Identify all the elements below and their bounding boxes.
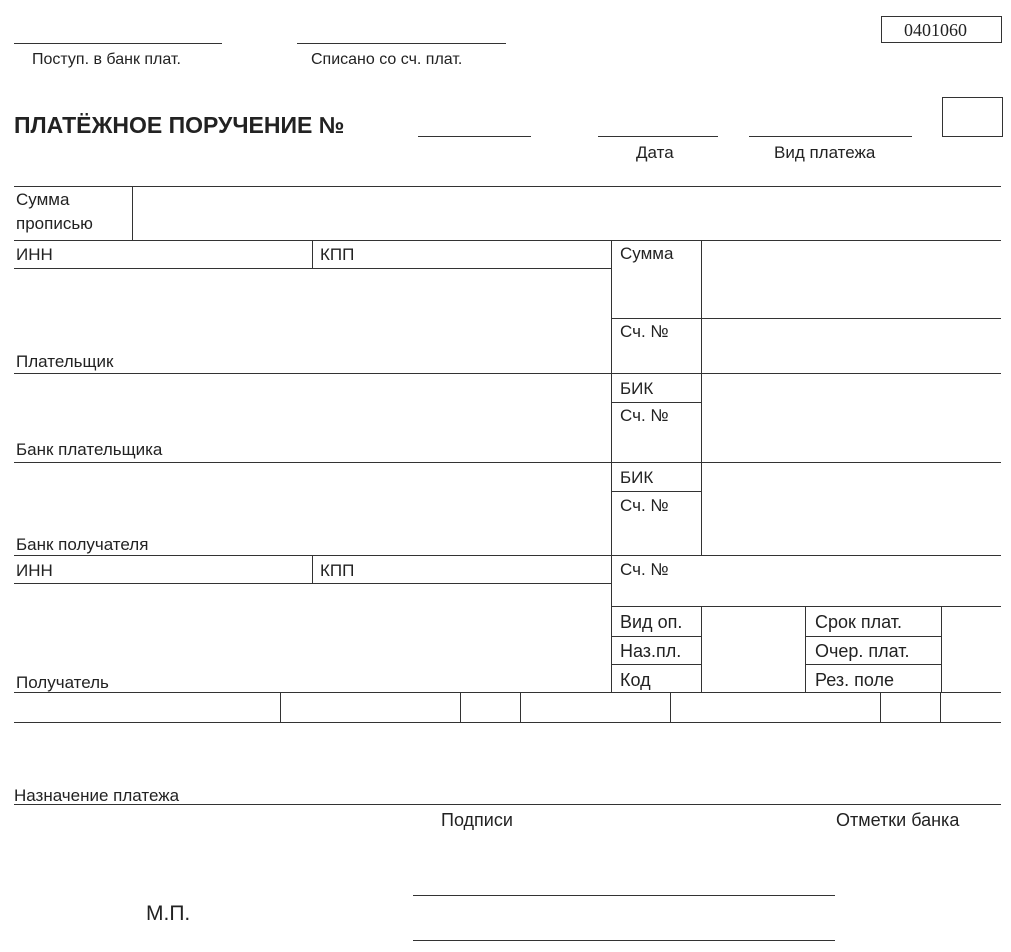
divider: [880, 692, 881, 722]
recipient-inn-field[interactable]: [56, 557, 310, 582]
payer-account-label: Сч. №: [620, 322, 669, 341]
divider: [670, 692, 671, 722]
date-field[interactable]: [598, 136, 718, 137]
page-title: ПЛАТЁЖНОЕ ПОРУЧЕНИЕ №: [14, 112, 345, 138]
divider: [312, 240, 313, 268]
tax-field-2[interactable]: [282, 694, 459, 721]
divider: [14, 692, 1001, 693]
payer-bank-account-label: Сч. №: [620, 406, 669, 425]
divider: [701, 240, 702, 555]
purpose-label: Назначение платежа: [14, 786, 180, 805]
priority-label: Очер. плат.: [815, 641, 910, 661]
recipient-bank-label: Банк получателя: [16, 535, 149, 554]
divider: [14, 804, 1001, 805]
payer-bank-bik-label: БИК: [620, 379, 654, 398]
signature-line-2[interactable]: [413, 940, 835, 941]
received-label: Поступ. в банк плат.: [32, 51, 181, 68]
divider: [14, 583, 611, 584]
amount-words-field[interactable]: [134, 188, 1000, 240]
reserve-field[interactable]: [943, 665, 1000, 691]
divider: [611, 402, 701, 403]
divider: [941, 606, 942, 692]
divider: [611, 318, 1001, 319]
recipient-bank-account-label: Сч. №: [620, 496, 669, 515]
tax-field-3[interactable]: [462, 694, 519, 721]
divider: [14, 722, 1001, 723]
divider: [701, 606, 702, 692]
recipient-bank-account-field[interactable]: [703, 492, 1000, 554]
payment-type-label: Вид платежа: [774, 143, 876, 162]
recipient-kpp-field[interactable]: [362, 557, 610, 582]
divider: [460, 692, 461, 722]
divider: [14, 268, 611, 269]
divider: [805, 664, 941, 665]
reserve-label: Рез. поле: [815, 670, 894, 690]
tax-field-1[interactable]: [14, 694, 279, 721]
due-date-field[interactable]: [943, 608, 1000, 635]
recipient-bank-bik-label: БИК: [620, 468, 654, 487]
amount-words-label-2: прописью: [16, 214, 93, 233]
divider: [611, 240, 612, 692]
recipient-label: Получатель: [16, 673, 109, 692]
divider: [940, 692, 941, 722]
divider: [312, 555, 313, 583]
recipient-bank-bik-field[interactable]: [703, 464, 1000, 490]
divider: [611, 606, 1001, 607]
tax-field-6[interactable]: [882, 694, 939, 721]
divider: [611, 636, 701, 637]
received-date-line[interactable]: [14, 43, 222, 44]
code-label: Код: [620, 670, 651, 690]
payer-bank-bik-field[interactable]: [703, 375, 1000, 401]
order-number-field[interactable]: [418, 136, 531, 137]
payer-bank-name-field[interactable]: [14, 375, 610, 437]
recipient-bank-name-field[interactable]: [14, 464, 610, 532]
divider: [14, 240, 1001, 241]
date-label: Дата: [636, 143, 674, 162]
divider: [611, 491, 701, 492]
op-type-label: Вид оп.: [620, 612, 683, 632]
payer-bank-account-field[interactable]: [703, 403, 1000, 461]
tax-field-4[interactable]: [522, 694, 669, 721]
divider: [280, 692, 281, 722]
divider: [520, 692, 521, 722]
tax-field-5[interactable]: [672, 694, 879, 721]
payer-bank-label: Банк плательщика: [16, 440, 163, 459]
sum-field[interactable]: [703, 242, 1000, 317]
amount-words-label-1: Сумма: [16, 190, 70, 209]
stamp-label: М.П.: [146, 902, 191, 925]
purpose-code-label: Наз.пл.: [620, 641, 682, 661]
recipient-kpp-label: КПП: [320, 561, 355, 580]
divider: [14, 186, 1001, 187]
op-type-field[interactable]: [703, 608, 804, 691]
divider: [14, 555, 1001, 556]
divider: [14, 373, 1001, 374]
payer-label: Плательщик: [16, 352, 114, 371]
divider: [132, 186, 133, 241]
payment-type-field[interactable]: [749, 136, 912, 137]
divider: [805, 636, 941, 637]
payer-inn-field[interactable]: [56, 242, 310, 267]
priority-field[interactable]: [943, 637, 1000, 663]
payer-kpp-label: КПП: [320, 245, 355, 264]
payer-account-field[interactable]: [703, 320, 1000, 373]
recipient-name-field[interactable]: [14, 585, 610, 670]
tax-field-7[interactable]: [942, 694, 1000, 721]
signatures-label: Подписи: [441, 810, 513, 830]
status-box[interactable]: [942, 97, 1003, 137]
recipient-inn-label: ИНН: [16, 561, 53, 580]
signature-line-1[interactable]: [413, 895, 835, 896]
sum-label: Сумма: [620, 244, 674, 263]
recipient-account-field[interactable]: [703, 557, 1000, 605]
recipient-account-label: Сч. №: [620, 560, 669, 579]
bank-marks-label: Отметки банка: [836, 810, 960, 830]
due-date-label: Срок плат.: [815, 612, 903, 632]
divider: [14, 462, 1001, 463]
payer-name-field[interactable]: [14, 270, 610, 350]
payer-inn-label: ИНН: [16, 245, 53, 264]
form-code: 0401060: [904, 20, 967, 40]
payer-kpp-field[interactable]: [362, 242, 610, 267]
debited-label: Списано со сч. плат.: [311, 51, 463, 68]
divider: [805, 606, 806, 692]
purpose-field[interactable]: [14, 724, 1000, 784]
debited-date-line[interactable]: [297, 43, 506, 44]
divider: [611, 664, 701, 665]
